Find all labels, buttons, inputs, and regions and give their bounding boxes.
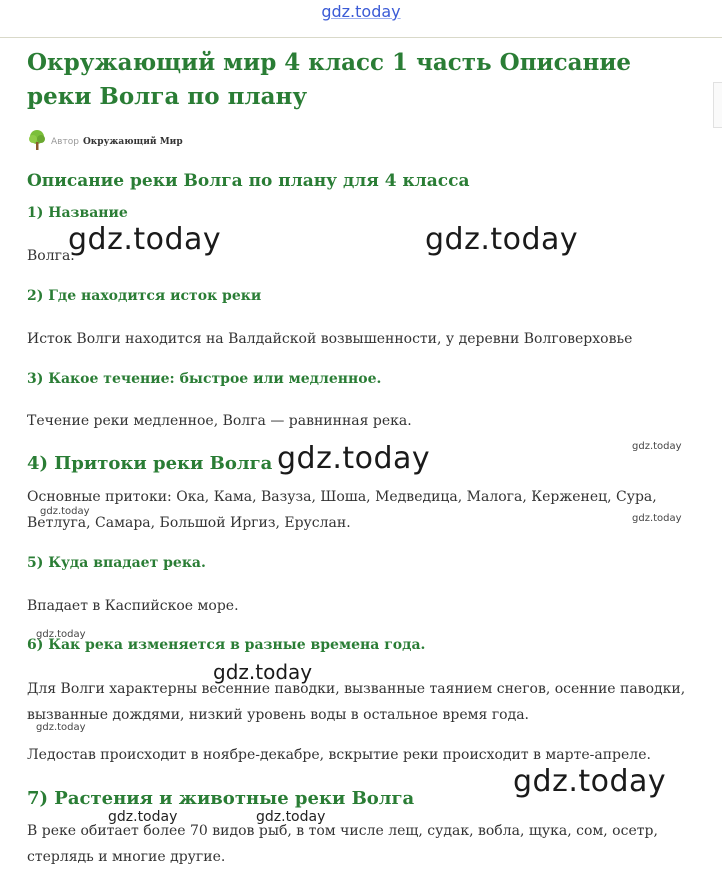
article-heading: Описание реки Волга по плану для 4 класса <box>27 171 470 191</box>
author-name[interactable]: Окружающий Мир <box>82 137 183 147</box>
sidebar-edge <box>713 82 722 128</box>
watermark: gdz.today <box>513 764 667 799</box>
watermark: gdz.today <box>256 809 326 825</box>
watermark: gdz.today <box>425 222 579 257</box>
header-divider <box>0 37 722 38</box>
section-3-heading: 3) Какое течение: быстрое или медленное. <box>27 371 382 387</box>
author-label: Автор <box>51 137 79 147</box>
watermark: gdz.today <box>213 660 313 684</box>
watermark: gdz.today <box>36 629 86 640</box>
watermark: gdz.today <box>108 809 178 825</box>
watermark: gdz.today <box>632 513 682 524</box>
watermark: gdz.today <box>40 506 90 517</box>
section-1-text: Волга. <box>27 248 75 264</box>
section-2-text: Исток Волги находится на Валдайской возвышенности, у деревни Волговерховье <box>27 331 633 347</box>
section-4-heading: 4) Притоки реки Волга <box>27 453 273 474</box>
tree-icon <box>27 129 47 155</box>
watermark: gdz.today <box>68 222 222 257</box>
section-4-text: Основные притоки: Ока, Кама, Вазуза, Шоша, Медведица, Малога, Керженец, Сура, Ветлуга, Самара, Большой Иргиз, Еруслан. <box>27 489 657 531</box>
section-7-heading: 7) Растения и животные реки Волга <box>27 788 415 809</box>
watermark: gdz.today <box>36 722 86 733</box>
section-6-heading: 6) Как река изменяется в разные времена года. <box>27 637 426 653</box>
site-logo[interactable]: gdz.today <box>321 2 401 21</box>
author-line <box>27 131 183 153</box>
section-5-text: Впадает в Каспийское море. <box>27 598 239 614</box>
section-7-text: В реке обитает более 70 видов рыб, в том числе лещ, судак, вобла, щука, сом, осетр, стерлядь и многие другие. <box>27 823 658 865</box>
section-3-text: Течение реки медленное, Волга — равнинная река. <box>27 413 412 429</box>
watermark: gdz.today <box>632 441 682 452</box>
section-6-text-2: Ледостав происходит в ноябре-декабре, вскрытие реки происходит в марте-апреле. <box>27 747 651 763</box>
watermark: gdz.today <box>277 441 431 476</box>
page-title: Окружающий мир 4 класс 1 часть Описание реки Волга по плану <box>27 49 632 110</box>
section-2-heading: 2) Где находится исток реки <box>27 288 262 304</box>
section-6-text-1: Для Волги характерны весенние паводки, вызванные таянием снегов, осенние паводки, вызванные дождями, низкий уровень воды в остальное время года. <box>27 681 686 723</box>
section-1-heading: 1) Название <box>27 205 128 221</box>
section-5-heading: 5) Куда впадает река. <box>27 555 206 571</box>
